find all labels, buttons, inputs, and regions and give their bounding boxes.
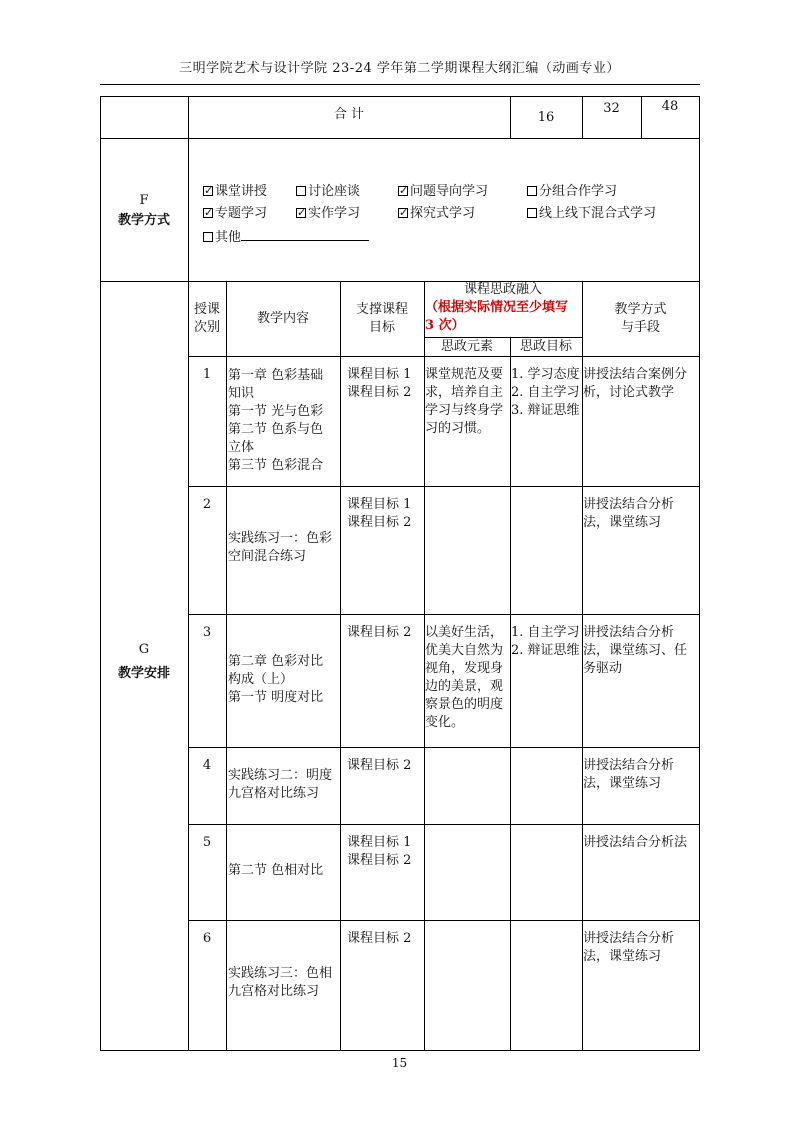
support-goals-line: 课程目标 1	[347, 835, 412, 850]
header-ideology-note-line: （根据实际情况至少填写	[425, 300, 569, 315]
checked-box-icon[interactable]	[203, 186, 213, 196]
method-option	[203, 205, 267, 223]
header-ideology-note-line: 3 次）	[425, 318, 465, 333]
ideology-target-line: 2. 辩证思维	[511, 643, 580, 658]
ideology-element	[425, 624, 511, 732]
empty-box-icon[interactable]	[203, 232, 213, 242]
lesson-content	[228, 530, 340, 566]
support-goals-line: 课程目标 2	[347, 853, 412, 868]
ideology-element-line: 优美大自然为	[425, 643, 504, 658]
ideology-element-line: 学习与终身学	[425, 403, 504, 418]
teaching-method-line: 讲授法结合分析	[583, 625, 675, 640]
lesson-content-line: 第一节 光与色彩	[228, 404, 324, 419]
checked-box-icon[interactable]	[398, 186, 408, 196]
support-goals	[347, 624, 425, 642]
header-ideology: 课程思政融入	[463, 282, 542, 297]
checked-box-icon[interactable]	[203, 208, 213, 218]
method-option	[527, 205, 656, 223]
lesson-content-line: 空间混合练习	[228, 549, 307, 564]
method-option-label: 课堂讲授	[215, 184, 268, 199]
lesson-content-line: 立体	[228, 440, 255, 455]
empty-box-icon[interactable]	[296, 186, 306, 196]
support-goals	[347, 496, 425, 532]
teaching-method-line: 讲授法结合案例分	[583, 367, 688, 382]
header-method-line: 与手段	[620, 320, 660, 335]
support-goals-line: 课程目标 1	[347, 497, 412, 512]
page-number: 15	[391, 1056, 408, 1070]
lesson-content-line: 九宫格对比练习	[228, 984, 320, 999]
session-number: 5	[202, 835, 212, 850]
document-header: 三明学院艺术与设计学院 23-24 学年第二学期课程大纲汇编（动画专业）	[179, 61, 620, 76]
teaching-method-line: 讲授法结合分析	[583, 931, 675, 946]
support-goals-line: 课程目标 2	[347, 385, 412, 400]
lesson-content-line: 第一章 色彩基础	[228, 368, 324, 383]
lesson-content-line: 第二节 色系与色	[228, 422, 324, 437]
teaching-method	[583, 496, 699, 532]
row-divider	[188, 486, 700, 487]
teaching-method-line: 析，讨论式教学	[583, 385, 675, 400]
lesson-content	[228, 965, 340, 1001]
column-divider	[188, 96, 189, 1050]
table-right-border	[699, 96, 700, 1050]
ideology-element-line: 察景色的明度	[425, 697, 504, 712]
header-goal-line: 支撑课程	[355, 302, 408, 317]
row-divider	[188, 920, 700, 921]
ideology-element-line: 变化。	[425, 715, 465, 730]
method-option	[203, 183, 267, 201]
support-goals-line: 课程目标 2	[347, 931, 412, 946]
session-number: 2	[202, 497, 212, 512]
session-number: 3	[202, 625, 212, 640]
ideology-target-line: 2. 自主学习	[511, 385, 580, 400]
session-number: 6	[202, 931, 212, 946]
header-element: 思政元素	[440, 339, 493, 354]
header-session-line: 次别	[193, 320, 220, 335]
method-option-label: 实作学习	[308, 206, 361, 221]
teaching-method-line: 法，课堂练习	[583, 949, 662, 964]
header-goal-line: 目标	[368, 320, 395, 335]
lesson-content-line: 第二节 色相对比	[228, 863, 324, 878]
header-target: 思政目标	[519, 339, 572, 354]
row-divider	[188, 747, 700, 748]
other-blank-line	[241, 228, 369, 241]
total-value-3: 48	[661, 99, 679, 114]
teaching-method	[583, 930, 699, 966]
session-number: 4	[202, 758, 212, 773]
ideology-target-line: 1. 学习态度	[511, 367, 580, 382]
teaching-method-line: 讲授法结合分析法	[583, 835, 688, 850]
lesson-content-line: 知识	[228, 386, 255, 401]
table-left-border	[100, 96, 101, 1050]
lesson-content	[228, 862, 340, 880]
total-value-1: 16	[537, 110, 555, 125]
section-g-title: 教学安排	[117, 666, 170, 681]
method-option-label: 专题学习	[215, 206, 268, 221]
support-goals	[347, 930, 425, 948]
method-option-label: 问题导向学习	[410, 184, 489, 199]
column-divider	[340, 281, 341, 1050]
column-divider	[226, 281, 227, 1050]
section-g-code: G	[138, 642, 150, 657]
teaching-method	[583, 624, 699, 678]
checked-box-icon[interactable]	[398, 208, 408, 218]
method-option	[296, 205, 360, 223]
method-option-label: 探究式学习	[410, 206, 476, 221]
method-option	[527, 183, 617, 201]
ideology-element-line: 习的习惯。	[425, 421, 491, 436]
lesson-content-line: 实践练习一：色彩	[228, 531, 333, 546]
lesson-content-line: 第三节 色彩混合	[228, 458, 324, 473]
teaching-method-line: 法，课堂练习	[583, 776, 662, 791]
ideology-target	[511, 624, 583, 660]
lesson-content-line: 第二章 色彩对比	[228, 654, 324, 669]
lesson-content-line: 九宫格对比练习	[228, 786, 320, 801]
table-bottom-border	[100, 1050, 700, 1051]
empty-box-icon[interactable]	[527, 186, 537, 196]
method-option	[398, 183, 488, 201]
teaching-method	[583, 834, 699, 852]
teaching-method-line: 法，课堂练习、任	[583, 643, 688, 658]
ideology-element-line: 课堂规范及要	[425, 367, 504, 382]
header-method-line: 教学方式	[614, 302, 667, 317]
method-option	[398, 205, 475, 223]
header-goal	[340, 301, 424, 337]
lesson-content-line: 实践练习二：明度	[228, 768, 333, 783]
header-ideology-note	[425, 299, 585, 335]
row-divider	[100, 281, 700, 282]
lesson-content	[228, 653, 340, 707]
total-value-2: 32	[603, 101, 620, 116]
ideology-element-line: 视角，发现身	[425, 661, 504, 676]
section-f-title: 教学方式	[117, 213, 170, 228]
support-goals	[347, 757, 425, 775]
empty-box-icon[interactable]	[527, 208, 537, 218]
total-label: 合 计	[333, 107, 365, 122]
lesson-content-line: 实践练习三：色相	[228, 966, 333, 981]
teaching-method-line: 讲授法结合分析	[583, 758, 675, 773]
method-option-label: 分组合作学习	[539, 184, 618, 199]
teaching-method-line: 务驱动	[583, 661, 623, 676]
support-goals-line: 课程目标 2	[347, 625, 412, 640]
checked-box-icon[interactable]	[296, 208, 306, 218]
header-session-line: 授课	[193, 302, 220, 317]
support-goals-line: 课程目标 2	[347, 758, 412, 773]
row-divider	[188, 824, 700, 825]
teaching-method	[583, 366, 699, 402]
row-divider	[100, 138, 700, 139]
row-divider	[188, 614, 700, 615]
support-goals-line: 课程目标 1	[347, 367, 412, 382]
method-option	[296, 183, 360, 201]
teaching-method-line: 法，课堂练习	[583, 515, 662, 530]
method-option-label: 线上线下混合式学习	[539, 206, 657, 221]
header-content: 教学内容	[256, 311, 309, 326]
header-rule	[100, 84, 700, 85]
ideology-element-line: 求，培养自主	[425, 385, 504, 400]
support-goals	[347, 366, 425, 402]
lesson-content-line: 第一节 明度对比	[228, 690, 324, 705]
method-option-label: 其他	[215, 230, 242, 245]
ideology-target-line: 1. 自主学习	[511, 625, 580, 640]
row-divider	[188, 356, 700, 357]
table-top-border	[100, 96, 700, 97]
ideology-target-line: 3. 辩证思维	[511, 403, 580, 418]
ideology-element-line: 边的美景，观	[425, 679, 504, 694]
header-method	[582, 301, 699, 337]
session-number: 1	[202, 367, 212, 382]
method-option-label: 讨论座谈	[308, 184, 361, 199]
teaching-method	[583, 757, 699, 793]
section-f-code: F	[139, 193, 149, 208]
lesson-content	[228, 367, 340, 475]
ideology-element	[425, 366, 511, 438]
method-option	[203, 228, 369, 247]
lesson-content	[228, 767, 340, 803]
header-session	[188, 301, 226, 337]
support-goals-line: 课程目标 2	[347, 515, 412, 530]
ideology-element-line: 以美好生活，	[425, 625, 504, 640]
lesson-content-line: 构成（上）	[228, 672, 294, 687]
support-goals	[347, 834, 425, 870]
teaching-method-line: 讲授法结合分析	[583, 497, 675, 512]
ideology-target	[511, 366, 583, 420]
